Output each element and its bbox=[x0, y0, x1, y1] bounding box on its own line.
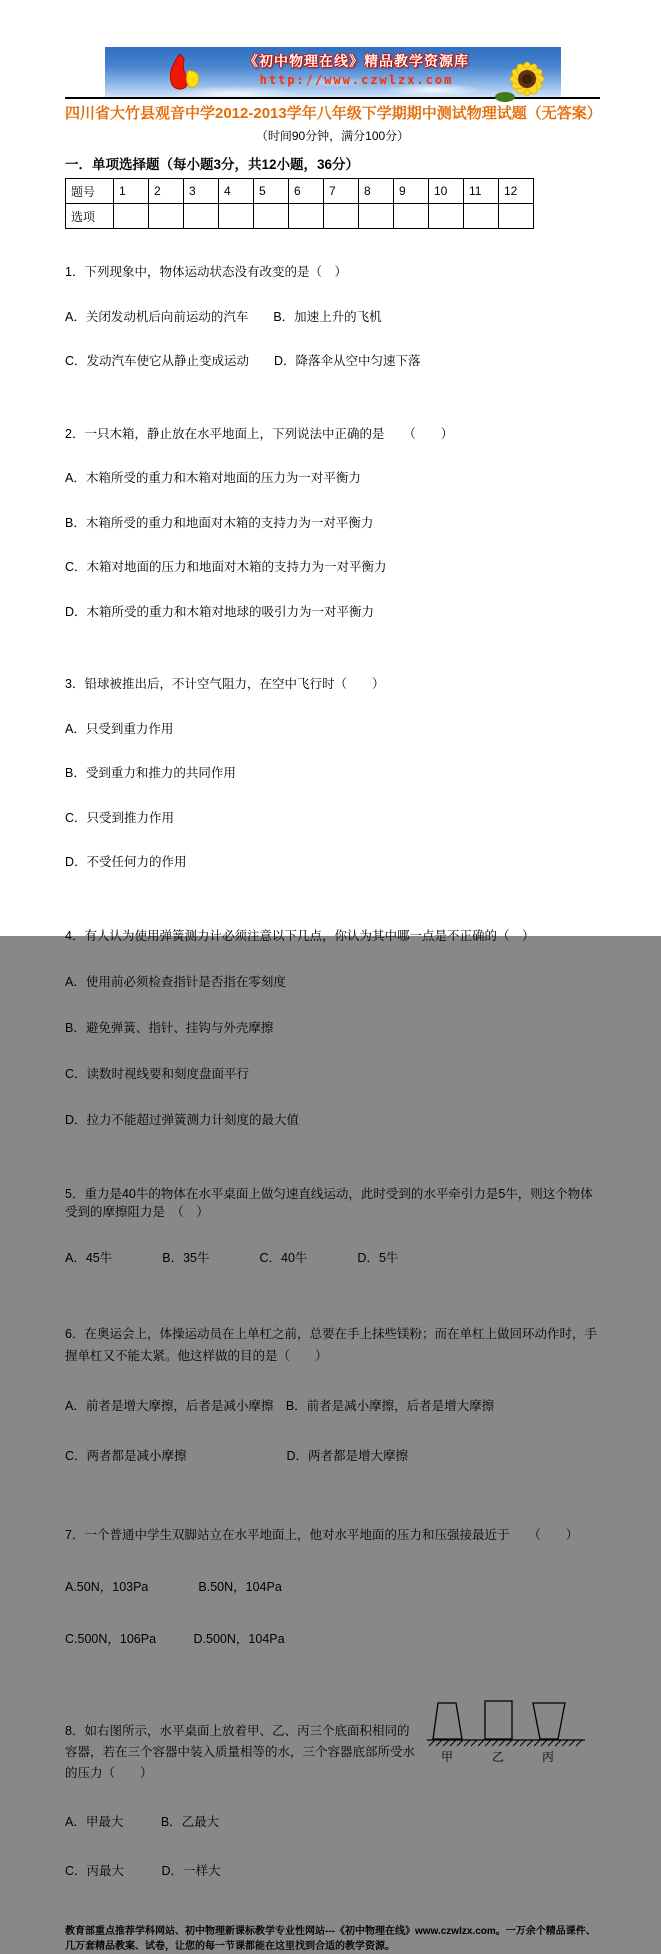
option-line: A．使用前必须检查指针是否指在零刻度 bbox=[65, 974, 286, 989]
question-7 bbox=[65, 1495, 600, 1679]
question-6 bbox=[65, 1295, 600, 1495]
question-number-cell: 8 bbox=[359, 179, 394, 204]
answer-cell[interactable] bbox=[184, 204, 219, 229]
section1-heading: 一．单项选择题（每小题3分，共12小题，36分） bbox=[65, 157, 360, 172]
option-line: A．45牛 B．35牛 C．40牛 D．5牛 bbox=[65, 1250, 399, 1265]
answer-cell[interactable] bbox=[464, 204, 499, 229]
table-row bbox=[66, 179, 534, 204]
question-1 bbox=[65, 236, 600, 398]
time-score-line: （时间90分钟，满分100分） bbox=[255, 129, 410, 143]
answer-cell[interactable] bbox=[394, 204, 429, 229]
sunflower-icon bbox=[499, 49, 561, 101]
flame-logo-icon bbox=[160, 50, 200, 96]
question-number-cell: 10 bbox=[429, 179, 464, 204]
banner-site-url[interactable]: http://www.czwlzx.com bbox=[259, 73, 454, 87]
site-banner bbox=[105, 47, 561, 97]
question-number-cell: 12 bbox=[499, 179, 534, 204]
question-5 bbox=[65, 1157, 600, 1295]
answer-sheet-table bbox=[65, 178, 534, 229]
option-line: A．前者是增大摩擦，后者是减小摩擦 B．前者是减小摩擦，后者是增大摩擦 bbox=[65, 1398, 495, 1413]
page-title: 四川省大竹县观音中学2012-2013学年八年级下学期期中测试物理试题（无答案） bbox=[65, 105, 602, 122]
question-text: 2．一只木箱，静止放在水平地面上，下列说法中正确的是 （ ） bbox=[65, 426, 454, 441]
question-number-header: 题号 bbox=[66, 179, 114, 204]
option-line: A．关闭发动机后向前运动的汽车 B．加速上升的飞机 bbox=[65, 309, 382, 324]
option-line: C．两者都是减小摩擦 D．两者都是增大摩擦 bbox=[65, 1448, 409, 1463]
question-list bbox=[65, 236, 600, 1910]
question-text: 7．一个普通中学生双脚站立在水平地面上，他对水平地面的压力和压强接最近于 （ ） bbox=[65, 1527, 579, 1542]
option-line: A．木箱所受的重力和木箱对地面的压力为一对平衡力 bbox=[65, 471, 361, 485]
question-number-cell: 5 bbox=[254, 179, 289, 204]
table-row bbox=[66, 204, 534, 229]
option-line: C．丙最大 D．一样大 bbox=[65, 1863, 221, 1878]
question-4 bbox=[65, 899, 600, 1157]
question-number-cell: 2 bbox=[149, 179, 184, 204]
option-line: A．甲最大 B．乙最大 bbox=[65, 1814, 220, 1829]
option-line: B．受到重力和推力的共同作用 bbox=[65, 766, 236, 780]
answer-cell[interactable] bbox=[114, 204, 149, 229]
answer-cell[interactable] bbox=[289, 204, 324, 229]
answer-cell[interactable] bbox=[359, 204, 394, 229]
container-yi-shape bbox=[485, 1701, 512, 1739]
question-text: 1．下列现象中，物体运动状态没有改变的是（ ） bbox=[65, 265, 347, 279]
question-8 bbox=[65, 1679, 600, 1910]
answer-cell[interactable] bbox=[149, 204, 184, 229]
question-number-cell: 7 bbox=[324, 179, 359, 204]
ground-hatching bbox=[429, 1740, 582, 1746]
label-bing: 丙 bbox=[542, 1749, 555, 1764]
label-yi: 乙 bbox=[492, 1749, 505, 1764]
label-jia: 甲 bbox=[441, 1749, 454, 1764]
answer-cell[interactable] bbox=[499, 204, 534, 229]
containers-figure bbox=[425, 1695, 600, 1775]
question-text: 4．有人认为使用弹簧测力计必须注意以下几点，你认为其中哪一点是不正确的（ ） bbox=[65, 928, 535, 943]
option-line: C．木箱对地面的压力和地面对木箱的支持力为一对平衡力 bbox=[65, 560, 387, 574]
banner-site-name: 《初中物理在线》精品教学资源库 bbox=[244, 53, 469, 69]
option-line: D．不受任何力的作用 bbox=[65, 855, 187, 869]
question-text: 6．在奥运会上，体操运动员在上单杠之前，总要在手上抹些镁粉；而在单杠上做回环动作时，手握单杠又不能太紧。他这样做的目的是（ ） bbox=[65, 1326, 597, 1363]
option-line: D．木箱所受的重力和木箱对地球的吸引力为一对平衡力 bbox=[65, 604, 375, 619]
option-line: A．只受到重力作用 bbox=[65, 721, 174, 736]
option-line: C．读数时视线要和刻度盘面平行 bbox=[65, 1066, 250, 1081]
answer-cell[interactable] bbox=[324, 204, 359, 229]
question-text: 5．重力是40牛的物体在水平桌面上做匀速直线运动，此时受到的水平牵引力是5牛，则这个物体受到的摩擦阻力是 （ ） bbox=[65, 1186, 593, 1219]
site-footer-note: 教育部重点推荐学科网站、初中物理新课标教学专业性网站---《初中物理在线》www.czwlzx.com。一万余个精品课件、几万套精品教案、试卷，让您的每一节课都能在这里找到合适的教学资源。 bbox=[65, 1925, 596, 1952]
question-2 bbox=[65, 398, 600, 649]
option-line: B．木箱所受的重力和地面对木箱的支持力为一对平衡力 bbox=[65, 515, 374, 530]
question-number-cell: 3 bbox=[184, 179, 219, 204]
question-number-cell: 11 bbox=[464, 179, 499, 204]
answer-cell[interactable] bbox=[254, 204, 289, 229]
option-line: D．拉力不能超过弹簧测力计刻度的最大值 bbox=[65, 1112, 300, 1127]
question-number-cell: 4 bbox=[219, 179, 254, 204]
question-3 bbox=[65, 648, 600, 899]
answer-cell[interactable] bbox=[429, 204, 464, 229]
container-jia-shape bbox=[433, 1703, 462, 1739]
question-number-cell: 6 bbox=[289, 179, 324, 204]
option-line: C.500N，106Pa D.500N，104Pa bbox=[65, 1631, 285, 1646]
question-text: 3．铅球被推出后，不计空气阻力，在空中飞行时（ ） bbox=[65, 677, 385, 691]
answer-cell[interactable] bbox=[219, 204, 254, 229]
option-line: B．避免弹簧、指针、挂钩与外壳摩擦 bbox=[65, 1020, 274, 1035]
question-number-cell: 9 bbox=[394, 179, 429, 204]
question-number-cell: 1 bbox=[114, 179, 149, 204]
question-text: 8．如右图所示，水平桌面上放着甲、乙、丙三个底面积相同的容器，若在三个容器中装入质量相等的水，三个容器底部所受水的压力（ ） bbox=[65, 1723, 416, 1780]
container-bing-shape bbox=[533, 1703, 565, 1739]
option-line: C．发动汽车使它从静止变成运动 D．降落伞从空中匀速下落 bbox=[65, 354, 421, 368]
option-line: C．只受到推力作用 bbox=[65, 810, 175, 825]
answer-option-header: 选项 bbox=[66, 204, 114, 229]
option-line: A.50N，103Pa B.50N，104Pa bbox=[65, 1579, 282, 1594]
